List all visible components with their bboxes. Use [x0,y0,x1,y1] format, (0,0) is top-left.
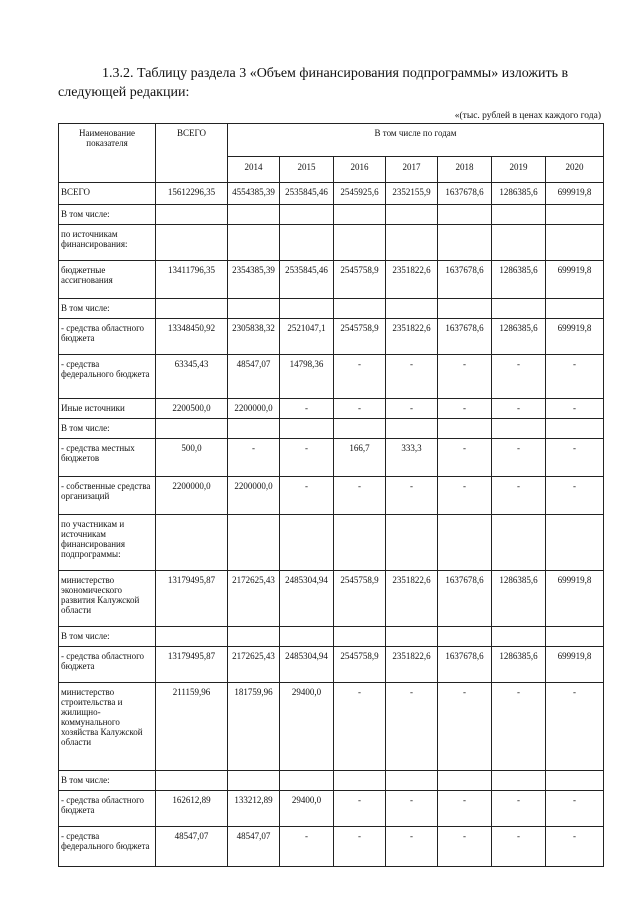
cell-total: 2200000,0 [156,477,228,515]
table-row [59,399,604,419]
table-row [59,477,604,515]
cell-year-value: 1286385,6 [492,261,546,299]
row-name: В том числе: [59,205,156,225]
cell-total: 211159,96 [156,683,228,771]
cell-year-value [492,419,546,439]
cell-year-value: - [228,439,280,477]
cell-year-value: - [546,355,604,399]
cell-year-value [492,515,546,571]
cell-year-value [228,205,280,225]
cell-year-value [280,419,334,439]
cell-year-value [280,771,334,791]
cell-year-value: - [280,439,334,477]
cell-year-value: 2485304,94 [280,571,334,627]
cell-year-value: - [546,439,604,477]
table-row [59,225,604,261]
cell-year-value: - [438,355,492,399]
cell-year-value: - [492,355,546,399]
cell-year-value [546,419,604,439]
cell-year-value: 2535845,46 [280,183,334,205]
cell-year-value: - [334,827,386,867]
cell-year-value: 2172625,43 [228,571,280,627]
cell-year-value [228,299,280,319]
cell-year-value: 48547,07 [228,827,280,867]
cell-year-value [546,771,604,791]
row-name: министерство строительства и жилищно-коммунального хозяйства Калужской области [59,683,156,771]
cell-year-value [438,771,492,791]
header-year: 2015 [280,157,334,183]
cell-year-value [228,627,280,647]
cell-year-value [386,771,438,791]
cell-year-value: - [334,683,386,771]
cell-total: 500,0 [156,439,228,477]
cell-year-value: 2535845,46 [280,261,334,299]
cell-year-value: - [386,683,438,771]
cell-year-value [438,299,492,319]
row-name: В том числе: [59,627,156,647]
cell-year-value [546,299,604,319]
cell-total [156,627,228,647]
row-name: Иные источники [59,399,156,419]
table-body [59,183,604,867]
cell-total [156,515,228,571]
cell-year-value [228,771,280,791]
cell-year-value [492,299,546,319]
cell-year-value [438,205,492,225]
table-row [59,515,604,571]
cell-year-value [386,299,438,319]
intro-paragraph [58,64,603,102]
header-year: 2014 [228,157,280,183]
cell-year-value: - [546,827,604,867]
cell-year-value [334,299,386,319]
cell-total: 63345,43 [156,355,228,399]
cell-year-value [438,627,492,647]
cell-year-value: - [438,827,492,867]
row-name: В том числе: [59,771,156,791]
table-row [59,647,604,683]
cell-year-value: - [334,791,386,827]
cell-year-value [438,515,492,571]
cell-year-value [546,515,604,571]
row-name: - средства местных бюджетов [59,439,156,477]
row-name: бюджетные ассигнования [59,261,156,299]
header-year: 2019 [492,157,546,183]
cell-year-value: - [386,791,438,827]
table-row [59,439,604,477]
table-row [59,683,604,771]
table-row [59,791,604,827]
cell-year-value [546,627,604,647]
cell-total: 2200500,0 [156,399,228,419]
row-name: ВСЕГО [59,183,156,205]
cell-year-value [228,515,280,571]
cell-year-value: - [438,439,492,477]
row-name: министерство экономического развития Калужской области [59,571,156,627]
cell-year-value [492,627,546,647]
cell-year-value: - [334,477,386,515]
cell-year-value [386,419,438,439]
cell-year-value: 1637678,6 [438,261,492,299]
cell-year-value [334,515,386,571]
cell-year-value [438,225,492,261]
cell-year-value: 699919,8 [546,183,604,205]
cell-year-value: 29400,0 [280,791,334,827]
cell-year-value [334,771,386,791]
cell-year-value: 2351822,6 [386,319,438,355]
table-row [59,827,604,867]
cell-year-value: 2351822,6 [386,261,438,299]
cell-total [156,299,228,319]
table-row [59,771,604,791]
cell-year-value [228,225,280,261]
cell-year-value [386,627,438,647]
cell-total [156,419,228,439]
cell-year-value: - [546,399,604,419]
header-years-group: В том числе по годам [228,124,604,157]
cell-year-value [334,419,386,439]
row-name: по источникам финансирования: [59,225,156,261]
cell-total: 48547,07 [156,827,228,867]
cell-year-value [386,225,438,261]
cell-year-value: - [492,827,546,867]
cell-year-value: 4554385,39 [228,183,280,205]
cell-year-value [228,419,280,439]
cell-year-value: - [438,477,492,515]
table-row [59,299,604,319]
cell-year-value: - [438,399,492,419]
row-name: - средства федерального бюджета [59,827,156,867]
cell-year-value: 2351822,6 [386,571,438,627]
table-row [59,419,604,439]
cell-year-value: - [386,355,438,399]
cell-year-value: 2351822,6 [386,647,438,683]
cell-year-value: - [492,477,546,515]
cell-year-value: 2545758,9 [334,261,386,299]
row-name: - средства федерального бюджета [59,355,156,399]
cell-year-value [386,515,438,571]
table-row [59,571,604,627]
cell-year-value: - [492,683,546,771]
cell-year-value: - [546,791,604,827]
cell-year-value: - [280,477,334,515]
cell-year-value: 181759,96 [228,683,280,771]
header-year: 2017 [386,157,438,183]
cell-year-value [492,205,546,225]
cell-year-value [492,225,546,261]
cell-year-value: - [386,477,438,515]
cell-year-value [334,205,386,225]
cell-year-value: 1637678,6 [438,183,492,205]
cell-year-value: 2545758,9 [334,319,386,355]
cell-year-value: 2354385,39 [228,261,280,299]
row-name: - собственные средства организаций [59,477,156,515]
cell-year-value: 699919,8 [546,571,604,627]
cell-year-value [280,515,334,571]
table-row [59,183,604,205]
cell-year-value: 2200000,0 [228,399,280,419]
cell-year-value [386,205,438,225]
cell-year-value: 29400,0 [280,683,334,771]
cell-total: 13411796,35 [156,261,228,299]
cell-year-value: 2521047,1 [280,319,334,355]
cell-year-value [280,627,334,647]
cell-year-value: 2485304,94 [280,647,334,683]
cell-year-value: 699919,8 [546,319,604,355]
row-name: - средства областного бюджета [59,647,156,683]
cell-year-value: 166,7 [334,439,386,477]
cell-total: 13179495,87 [156,571,228,627]
cell-year-value [280,205,334,225]
cell-year-value [334,627,386,647]
cell-year-value: 1286385,6 [492,647,546,683]
header-year: 2018 [438,157,492,183]
header-year: 2016 [334,157,386,183]
cell-year-value: 14798,36 [280,355,334,399]
cell-year-value [438,419,492,439]
cell-year-value: 1286385,6 [492,571,546,627]
cell-year-value [280,299,334,319]
cell-year-value: - [546,683,604,771]
cell-year-value: 1637678,6 [438,647,492,683]
cell-year-value: 2172625,43 [228,647,280,683]
cell-year-value [546,205,604,225]
cell-year-value: 1286385,6 [492,183,546,205]
cell-total: 13348450,92 [156,319,228,355]
cell-year-value: 1637678,6 [438,319,492,355]
cell-total [156,205,228,225]
cell-year-value: 48547,07 [228,355,280,399]
cell-total: 13179495,87 [156,647,228,683]
cell-year-value: - [386,827,438,867]
table-row [59,355,604,399]
row-name: - средства областного бюджета [59,791,156,827]
cell-total [156,771,228,791]
cell-year-value: - [492,399,546,419]
header-year: 2020 [546,157,604,183]
row-name: по участникам и источникам финансирования подпрограммы: [59,515,156,571]
intro-line-2: следующей редакции: [58,85,190,100]
header-name: Наименование показателя [59,124,156,183]
table-row [59,627,604,647]
cell-year-value: - [334,355,386,399]
cell-year-value: - [438,683,492,771]
cell-year-value: 2545925,6 [334,183,386,205]
header-total: ВСЕГО [156,124,228,183]
cell-year-value: - [492,439,546,477]
cell-year-value: 2545758,9 [334,647,386,683]
cell-year-value: - [386,399,438,419]
cell-year-value: 133212,89 [228,791,280,827]
cell-year-value: - [438,791,492,827]
cell-year-value: 2305838,32 [228,319,280,355]
intro-line-1: 1.3.2. Таблицу раздела 3 «Объем финансирования подпрограммы» изложить в [102,66,569,81]
cell-year-value: - [334,399,386,419]
cell-year-value: 699919,8 [546,647,604,683]
cell-total: 162612,89 [156,791,228,827]
cell-year-value: - [492,791,546,827]
table-row [59,205,604,225]
table-row [59,319,604,355]
row-name: В том числе: [59,299,156,319]
cell-year-value [280,225,334,261]
cell-total [156,225,228,261]
row-name: В том числе: [59,419,156,439]
cell-year-value: - [280,399,334,419]
cell-year-value: 2545758,9 [334,571,386,627]
financing-table [58,123,604,867]
cell-year-value: 1637678,6 [438,571,492,627]
table-row [59,261,604,299]
cell-year-value: - [280,827,334,867]
cell-year-value: 699919,8 [546,261,604,299]
cell-year-value: - [546,477,604,515]
cell-year-value: 2200000,0 [228,477,280,515]
cell-year-value: 333,3 [386,439,438,477]
cell-year-value: 1286385,6 [492,319,546,355]
cell-year-value [334,225,386,261]
cell-year-value: 2352155,9 [386,183,438,205]
units-note: «(тыс. рублей в ценах каждого года) [454,111,601,121]
row-name: - средства областного бюджета [59,319,156,355]
cell-total: 15612296,35 [156,183,228,205]
cell-year-value [492,771,546,791]
cell-year-value [546,225,604,261]
